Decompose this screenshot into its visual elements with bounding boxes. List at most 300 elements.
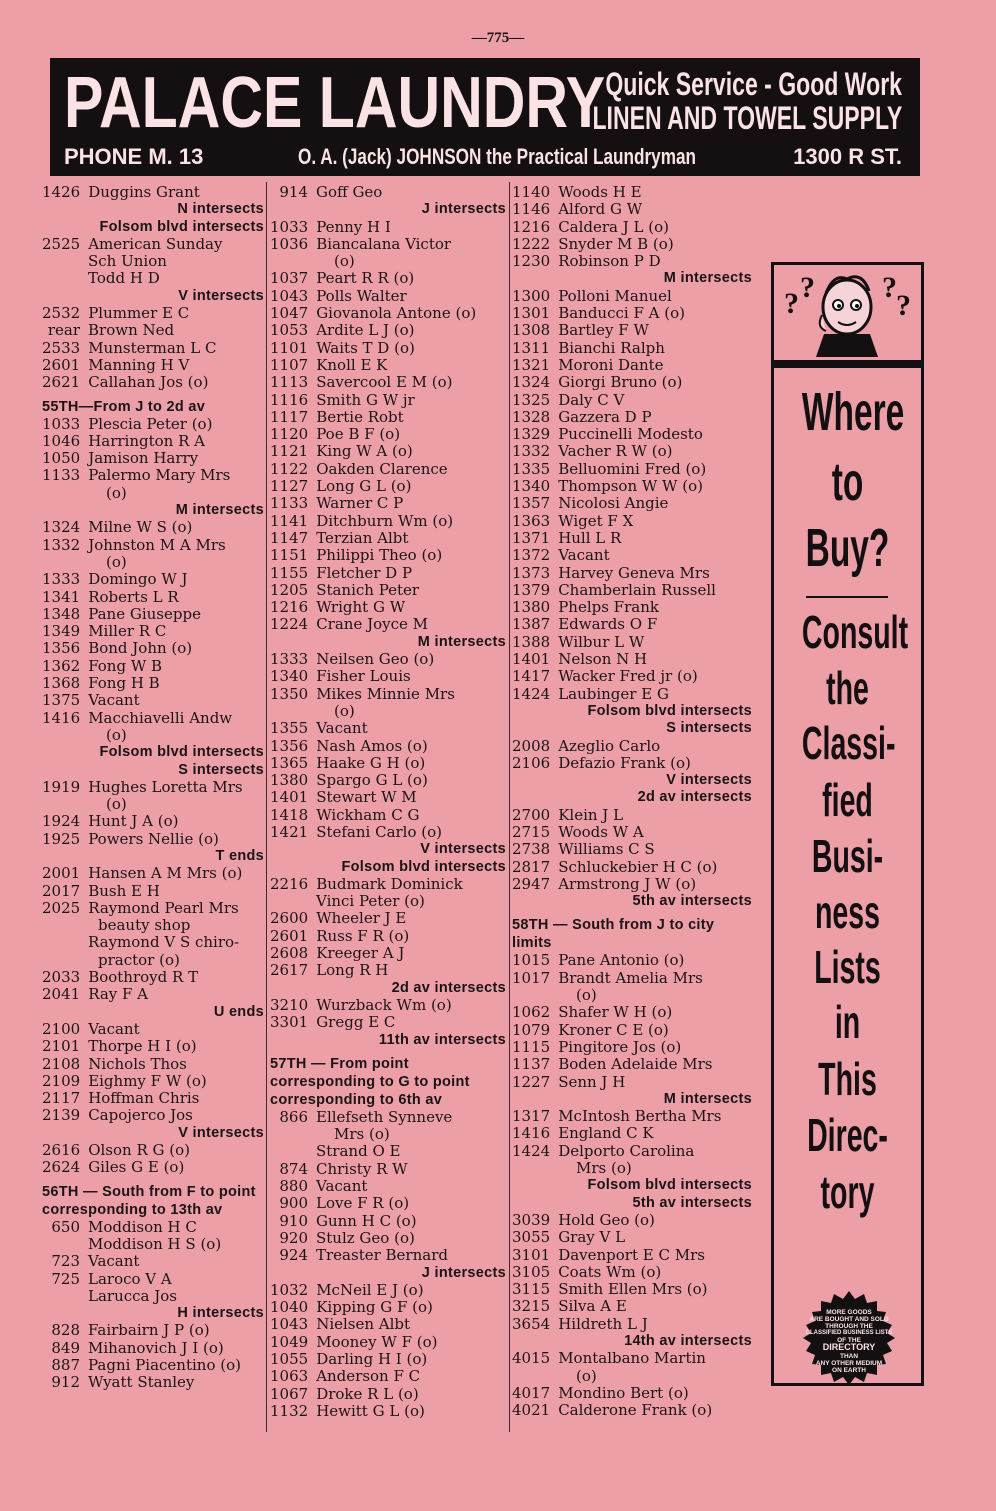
directory-entry-continuation: (o) <box>106 552 127 571</box>
house-number: 1046 <box>42 431 81 450</box>
ad-word: tory <box>820 1166 875 1218</box>
house-number: 1349 <box>42 622 81 641</box>
house-number: 3654 <box>512 1314 551 1333</box>
house-number: 1067 <box>270 1384 309 1403</box>
svg-text:?: ? <box>896 289 911 322</box>
svg-text:?: ? <box>784 287 799 320</box>
resident-name: Robinson P D <box>558 252 661 271</box>
directory-entry <box>42 450 264 467</box>
directory-entry <box>512 651 752 668</box>
resident-name: Wyatt Stanley <box>88 1373 195 1392</box>
house-number: 1116 <box>270 390 309 409</box>
directory-entry <box>42 969 264 986</box>
house-number: 1365 <box>270 753 309 772</box>
house-number: 1426 <box>42 183 81 201</box>
house-number: 2600 <box>270 909 309 928</box>
resident-name: Johnston M A Mrs <box>88 535 226 554</box>
resident-name: Montalbano Martin <box>558 1349 706 1368</box>
resident-name: Long R H <box>316 961 389 980</box>
cross-street-marker: Folsom blvd intersects <box>341 858 506 875</box>
house-number: 2001 <box>42 864 81 883</box>
directory-entry <box>512 686 752 703</box>
resident-name: Puccinelli Modesto <box>558 425 703 444</box>
directory-entry <box>42 305 264 322</box>
house-number: 1332 <box>512 442 551 461</box>
directory-entry <box>270 755 506 772</box>
directory-entry <box>42 589 264 606</box>
directory-entry <box>270 357 506 374</box>
resident-name: Polloni Manuel <box>558 286 672 305</box>
resident-name: Smith G W jr <box>316 390 415 409</box>
resident-name: Wurzback Wm (o) <box>316 995 452 1014</box>
directory-entry <box>42 1374 264 1391</box>
resident-name: Eighmy F W (o) <box>88 1071 207 1090</box>
directory-entry <box>512 478 752 495</box>
house-number: 1919 <box>42 777 81 796</box>
ad-word-to: to <box>831 452 864 512</box>
resident-name: Vacant <box>88 691 140 710</box>
directory-entry <box>512 1229 752 1246</box>
directory-entry <box>270 374 506 391</box>
directory-entry <box>270 1316 506 1333</box>
directory-entry <box>270 1403 506 1420</box>
cross-street-marker: M intersects <box>663 270 752 287</box>
resident-name: Roberts L R <box>88 587 179 606</box>
resident-name: Plescia Peter (o) <box>88 414 213 433</box>
house-number: 2617 <box>270 961 309 980</box>
directory-entry <box>270 876 506 893</box>
resident-name: Wilbur L W <box>558 632 645 651</box>
column-divider <box>266 182 267 1432</box>
ad-word-where: Where <box>801 382 905 442</box>
resident-name: Laubinger E G <box>558 684 669 703</box>
directory-entry-continuation: Raymond V S chiro- <box>88 933 240 952</box>
resident-name: Fletcher D P <box>316 563 413 582</box>
resident-name: Smith Ellen Mrs (o) <box>558 1280 708 1299</box>
directory-entry <box>42 1357 264 1374</box>
resident-name: Klein J L <box>558 805 624 824</box>
house-number: 1147 <box>270 528 309 547</box>
house-number: 1137 <box>512 1055 551 1074</box>
directory-entry-continuation: Moddison H S (o) <box>88 1234 222 1253</box>
seal-text: ARE BOUGHT AND SOLD <box>809 1316 889 1323</box>
resident-name: Vacant <box>88 1252 140 1271</box>
house-number: 1113 <box>270 373 309 392</box>
house-number: 1924 <box>42 812 81 831</box>
resident-name: Long G L (o) <box>316 477 412 496</box>
resident-name: Phelps Frank <box>558 598 659 617</box>
directory-entry <box>270 565 506 582</box>
house-number: rear <box>47 321 80 340</box>
resident-name: Wacker Fred jr (o) <box>558 667 698 686</box>
directory-entry <box>270 1334 506 1351</box>
directory-entry <box>42 1107 264 1124</box>
resident-name: Woods W A <box>558 822 644 841</box>
directory-entry <box>42 374 264 391</box>
directory-entry <box>270 1014 506 1031</box>
directory-entry <box>512 824 752 841</box>
resident-name: American Sunday <box>88 234 223 253</box>
directory-entry <box>270 1109 506 1126</box>
house-number: 1146 <box>512 200 551 219</box>
house-number: 2017 <box>42 881 81 900</box>
cross-street-marker: N intersects <box>177 201 264 218</box>
resident-name: Snyder M B (o) <box>558 234 674 253</box>
resident-name: Senn J H <box>558 1072 626 1091</box>
resident-name: Wickham C G <box>316 805 420 824</box>
directory-entry <box>512 426 752 443</box>
house-number: 1117 <box>270 407 309 426</box>
house-number: 1332 <box>42 535 81 554</box>
house-number: 1151 <box>270 546 309 565</box>
house-number: 1424 <box>512 1141 551 1160</box>
house-number: 2601 <box>42 355 81 374</box>
cross-street-marker: V intersects <box>178 287 264 304</box>
house-number: 1418 <box>270 805 309 824</box>
house-number: 2109 <box>42 1071 81 1090</box>
directory-entry <box>512 1039 752 1056</box>
directory-entry <box>512 952 752 969</box>
house-number: 1417 <box>512 667 551 686</box>
house-number: 1421 <box>270 822 309 841</box>
directory-entry <box>270 1368 506 1385</box>
house-number: 1380 <box>512 598 551 617</box>
house-number: 2700 <box>512 805 551 824</box>
resident-name: Fong W B <box>88 656 163 675</box>
house-number: 2117 <box>42 1089 81 1108</box>
resident-name: Pagni Piacentino (o) <box>88 1356 241 1374</box>
directory-entry <box>512 1108 752 1125</box>
resident-name: Pingitore Jos (o) <box>558 1037 682 1056</box>
house-number: 3301 <box>270 1013 309 1032</box>
house-number: 1362 <box>42 656 81 675</box>
resident-name: Hansen A M Mrs (o) <box>88 864 243 883</box>
directory-entry <box>270 1282 506 1299</box>
resident-name: Russ F R (o) <box>316 926 410 945</box>
ad-word: the <box>826 662 869 714</box>
directory-entry <box>42 813 264 830</box>
directory-entry <box>42 606 264 623</box>
house-number: 2033 <box>42 968 81 987</box>
street-heading: 57TH — From point corresponding to G to point corresponding to 6th av <box>270 1055 470 1108</box>
house-number: 2533 <box>42 338 81 357</box>
resident-name: Pane Antonio (o) <box>558 951 685 970</box>
directory-entry <box>512 668 752 685</box>
resident-name: Fairbairn J P (o) <box>88 1321 210 1340</box>
directory-entry <box>512 634 752 651</box>
svg-text:?: ? <box>800 271 815 304</box>
cross-street-marker: M intersects <box>417 633 506 650</box>
resident-name: Spargo G L (o) <box>316 771 428 790</box>
house-number: 725 <box>51 1269 80 1288</box>
directory-entry <box>270 426 506 443</box>
resident-name: Neilsen Geo (o) <box>316 650 435 669</box>
directory-entry <box>270 824 506 841</box>
cross-street-marker: 5th av intersects <box>632 893 752 910</box>
cross-street-marker: M intersects <box>663 1090 752 1107</box>
directory-entry <box>270 668 506 685</box>
house-number: 1388 <box>512 632 551 651</box>
page-number: —775— <box>471 30 525 46</box>
resident-name: Treaster Bernard <box>316 1246 448 1265</box>
resident-name: Shafer W H (o) <box>558 1003 673 1022</box>
directory-entry-continuation: Todd H D <box>88 269 160 288</box>
resident-name: Plummer E C <box>88 304 190 323</box>
cross-street-marker: V intersects <box>178 1124 264 1141</box>
resident-name: Hoffman Chris <box>88 1089 200 1108</box>
directory-entry-continuation: Larucca Jos <box>88 1286 177 1305</box>
resident-name: Stulz Geo (o) <box>316 1228 415 1247</box>
resident-name: Belluomini Fred (o) <box>558 459 707 478</box>
house-number: 723 <box>51 1252 80 1271</box>
directory-entry <box>270 392 506 409</box>
directory-entry-continuation: Sch Union <box>88 252 167 271</box>
house-number: 2601 <box>270 926 309 945</box>
resident-name: Giovanola Antone (o) <box>316 304 477 323</box>
house-number: 920 <box>279 1228 308 1247</box>
resident-name: Silva A E <box>558 1297 627 1316</box>
house-number: 887 <box>51 1356 80 1374</box>
directory-entry <box>512 582 752 599</box>
palace-laundry-banner <box>50 58 920 176</box>
cross-street-marker: J intersects <box>421 1264 506 1281</box>
house-number: 1040 <box>270 1298 309 1317</box>
directory-entry <box>512 374 752 391</box>
directory-entry <box>42 340 264 357</box>
directory-entry <box>512 1125 752 1142</box>
seal-text: ON EARTH <box>832 1367 866 1374</box>
directory-entry <box>512 357 752 374</box>
ad-word: Busi- <box>811 830 884 882</box>
seal-text: CLASSIFIED BUSINESS LISTS <box>805 1330 893 1336</box>
house-number: 1324 <box>512 373 551 392</box>
resident-name: Oakden Clarence <box>316 459 448 478</box>
resident-name: Waits T D (o) <box>316 338 415 357</box>
resident-name: Daly C V <box>558 390 625 409</box>
house-number: 1037 <box>270 269 309 288</box>
house-number: 1340 <box>512 477 551 496</box>
directory-entry <box>42 900 264 917</box>
ad-divider-bar <box>774 360 921 368</box>
directory-entry <box>512 288 752 305</box>
directory-entry <box>512 1004 752 1021</box>
seal-text: THAN <box>839 1353 859 1360</box>
directory-entry <box>42 357 264 374</box>
house-number: 1335 <box>512 459 551 478</box>
resident-name: Wiget F X <box>558 511 634 530</box>
directory-entry <box>270 807 506 824</box>
resident-name: Polls Walter <box>316 286 407 305</box>
house-number: 1141 <box>270 511 309 530</box>
house-number: 4021 <box>512 1401 551 1420</box>
resident-name: Haake G H (o) <box>316 753 426 772</box>
seal-text: MORE GOODS <box>826 1309 872 1316</box>
directory-entry <box>270 945 506 962</box>
resident-name: Knoll E K <box>316 355 388 374</box>
resident-name: Macchiavelli Andw <box>88 708 233 727</box>
directory-entry <box>42 1159 264 1176</box>
directory-entry <box>512 1350 752 1367</box>
resident-name: King W A (o) <box>316 442 413 461</box>
resident-name: Giles G E (o) <box>88 1158 185 1177</box>
house-number: 2008 <box>512 736 551 755</box>
house-number: 2101 <box>42 1037 81 1056</box>
house-number: 1416 <box>42 708 81 727</box>
house-number: 2025 <box>42 898 81 917</box>
directory-entry <box>512 738 752 755</box>
resident-name: Peart R R (o) <box>316 269 415 288</box>
resident-name: Budmark Dominick <box>316 874 463 893</box>
cartoon-face-icon <box>774 265 921 357</box>
resident-name: Gazzera D P <box>558 407 652 426</box>
directory-entry <box>42 322 264 339</box>
cross-street-marker: Folsom blvd intersects <box>587 1177 752 1194</box>
resident-name: Penny H I <box>316 217 391 236</box>
resident-name: Bianchi Ralph <box>558 338 665 357</box>
house-number: 1301 <box>512 304 551 323</box>
directory-entry <box>270 1386 506 1403</box>
resident-name: Hold Geo (o) <box>558 1210 655 1229</box>
seal-text: DIRECTORY <box>822 1342 876 1352</box>
directory-entry-continuation: (o) <box>106 483 127 502</box>
cross-street-marker: T ends <box>215 847 264 864</box>
cross-street-marker: Folsom blvd intersects <box>587 702 752 719</box>
resident-name: Wheeler J E <box>316 909 407 928</box>
resident-name: Olson R G (o) <box>88 1141 190 1160</box>
house-number: 1328 <box>512 407 551 426</box>
house-number: 2947 <box>512 874 551 893</box>
resident-name: Callahan Jos (o) <box>88 373 209 392</box>
ad-word-buy: Buy? <box>805 518 890 578</box>
resident-name: Hewitt G L (o) <box>316 1401 425 1420</box>
directory-entry-continuation: (o) <box>334 252 355 271</box>
house-number: 1230 <box>512 252 551 271</box>
house-number: 2041 <box>42 985 81 1004</box>
house-number: 2100 <box>42 1019 81 1038</box>
directory-entry <box>270 910 506 927</box>
house-number: 2624 <box>42 1158 81 1177</box>
resident-name: Darling H I (o) <box>316 1350 428 1368</box>
banner-address: 1300 R ST. <box>793 144 902 169</box>
resident-name: Warner C P <box>316 494 404 513</box>
ad-divider-line <box>806 596 888 598</box>
directory-entry <box>42 1021 264 1038</box>
directory-entry <box>42 883 264 900</box>
house-number: 1325 <box>512 390 551 409</box>
resident-name: Moddison H C <box>88 1217 197 1236</box>
directory-entry <box>42 467 264 484</box>
directory-entry <box>42 1322 264 1339</box>
seal-text: OF THE <box>837 1337 861 1344</box>
column-divider <box>509 182 510 1432</box>
directory-entry <box>512 1316 752 1333</box>
house-number: 1053 <box>270 321 309 340</box>
house-number: 1380 <box>270 771 309 790</box>
resident-name: Mihanovich J I (o) <box>88 1338 224 1357</box>
house-number: 1363 <box>512 511 551 530</box>
directory-entry <box>270 582 506 599</box>
house-number: 1032 <box>270 1280 309 1299</box>
house-number: 1055 <box>270 1350 309 1368</box>
house-number: 866 <box>279 1107 308 1126</box>
house-number: 1333 <box>42 570 81 589</box>
resident-name: Philippi Theo (o) <box>316 546 443 565</box>
directory-entry <box>270 1230 506 1247</box>
resident-name: Armstrong J W (o) <box>558 874 697 893</box>
street-heading: 56TH — South from F to point corresponding to 13th av <box>42 1183 256 1218</box>
directory-entry-continuation: Vinci Peter (o) <box>316 892 425 911</box>
directory-column-1 <box>42 184 264 1392</box>
house-number: 1015 <box>512 951 551 970</box>
house-number: 874 <box>279 1159 308 1178</box>
house-number: 1216 <box>270 598 309 617</box>
house-number: 1115 <box>512 1037 551 1056</box>
ad-word: Classi- <box>801 717 896 769</box>
directory-entry <box>270 962 506 979</box>
directory-entry <box>270 340 506 357</box>
directory-entry <box>42 779 264 796</box>
resident-name: Edwards O F <box>558 615 658 634</box>
directory-entry <box>512 1385 752 1402</box>
directory-entry <box>512 513 752 530</box>
ad-word: in <box>834 996 861 1048</box>
directory-entry-continuation: (o) <box>576 986 597 1005</box>
house-number: 849 <box>51 1338 80 1357</box>
directory-entry <box>42 986 264 1003</box>
resident-name: Munsterman L C <box>88 338 217 357</box>
directory-entry <box>512 755 752 772</box>
directory-entry <box>42 831 264 848</box>
banner-owner: O. A. (Jack) JOHNSON the Practical Laundryman <box>298 144 696 169</box>
house-number: 1317 <box>512 1107 551 1126</box>
resident-name: Duggins Grant <box>88 183 200 201</box>
house-number: 910 <box>279 1211 308 1230</box>
house-number: 1350 <box>270 684 309 703</box>
house-number: 3101 <box>512 1245 551 1264</box>
house-number: 2216 <box>270 874 309 893</box>
directory-entry <box>270 288 506 305</box>
resident-name: Caldera J L (o) <box>558 217 670 236</box>
resident-name: Miller R C <box>88 622 167 641</box>
directory-entry <box>270 495 506 512</box>
house-number: 1033 <box>42 414 81 433</box>
resident-name: Droke R L (o) <box>316 1384 419 1403</box>
house-number: 2608 <box>270 944 309 963</box>
resident-name: Anderson F C <box>316 1367 421 1386</box>
resident-name: Goff Geo <box>316 183 383 201</box>
cross-street-marker: H intersects <box>177 1305 264 1322</box>
house-number: 1127 <box>270 477 309 496</box>
directory-entry <box>270 1247 506 1264</box>
house-number: 1043 <box>270 286 309 305</box>
resident-name: Ditchburn Wm (o) <box>316 511 454 530</box>
house-number: 924 <box>279 1246 308 1265</box>
resident-name: Vacant <box>316 1177 368 1196</box>
resident-name: Hunt J A (o) <box>88 812 179 831</box>
house-number: 1333 <box>270 650 309 669</box>
directory-entry <box>270 478 506 495</box>
resident-name: Azeglio Carlo <box>558 736 661 755</box>
directory-entry <box>42 692 264 709</box>
cross-street-marker: 14th av intersects <box>624 1333 752 1349</box>
house-number: 1341 <box>42 587 81 606</box>
banner-tagline-1: Quick Service - Good Work <box>605 66 902 102</box>
house-number: 1033 <box>270 217 309 236</box>
resident-name: England C K <box>558 1124 654 1143</box>
cross-street-marker: S intersects <box>178 761 264 778</box>
resident-name: Ray F A <box>88 985 149 1004</box>
ad-word: Direc- <box>807 1109 888 1161</box>
